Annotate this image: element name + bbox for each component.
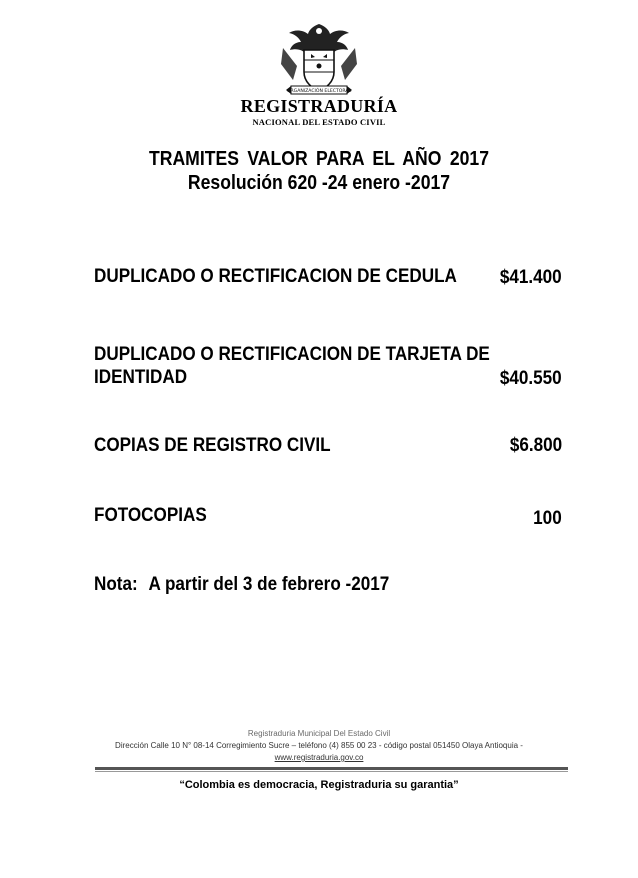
item-price-tarjeta: $40.550 [500, 368, 562, 389]
note [94, 574, 389, 596]
item-label-cedula: DUPLICADO O RECTIFICACION DE CEDULA [94, 266, 457, 287]
item-label-tarjeta: DUPLICADO O RECTIFICACION DE TARJETA DE IDENTIDAD [94, 344, 490, 388]
item-price-registro-civil: $6.800 [509, 435, 562, 456]
item-label-fotocopias: FOTOCOPIAS [94, 505, 207, 526]
footer-website-link[interactable]: www.registraduria.gov.co [274, 753, 364, 762]
item-price-fotocopias: 100 [533, 508, 562, 529]
org-subtitle: NACIONAL DEL ESTADO CIVIL [252, 117, 386, 127]
item-price-cedula: $41.400 [500, 267, 562, 288]
item-label-registro-civil: COPIAS DE REGISTRO CIVIL [94, 435, 331, 456]
footer-slogan: “Colombia es democracia, Registraduria su garantia” [179, 779, 459, 791]
footer-office: Registraduria Municipal Del Estado Civil [247, 729, 391, 738]
footer-address: Dirección Calle 10 N° 08-14 Corregimiento Sucre – teléfono (4) 855 00 23 - código postal 051450 Olaya Antioquia - [115, 741, 523, 750]
note-text: A partir del 3 de febrero -2017 [148, 574, 390, 595]
org-name: REGISTRADURÍA [240, 96, 398, 116]
emblem-ribbon-text: ORGANIZACIÓN ELECTORAL [286, 89, 352, 95]
footer-divider [95, 767, 568, 770]
resolution-subtitle: Resolución 620 -24 enero -2017 [187, 172, 451, 194]
footer-divider-thin [95, 771, 568, 772]
page-title: TRAMITES VALOR PARA EL AÑO 2017 [148, 148, 489, 170]
note-label: Nota: [94, 574, 138, 595]
colombia-coat-of-arms-icon [275, 20, 363, 100]
